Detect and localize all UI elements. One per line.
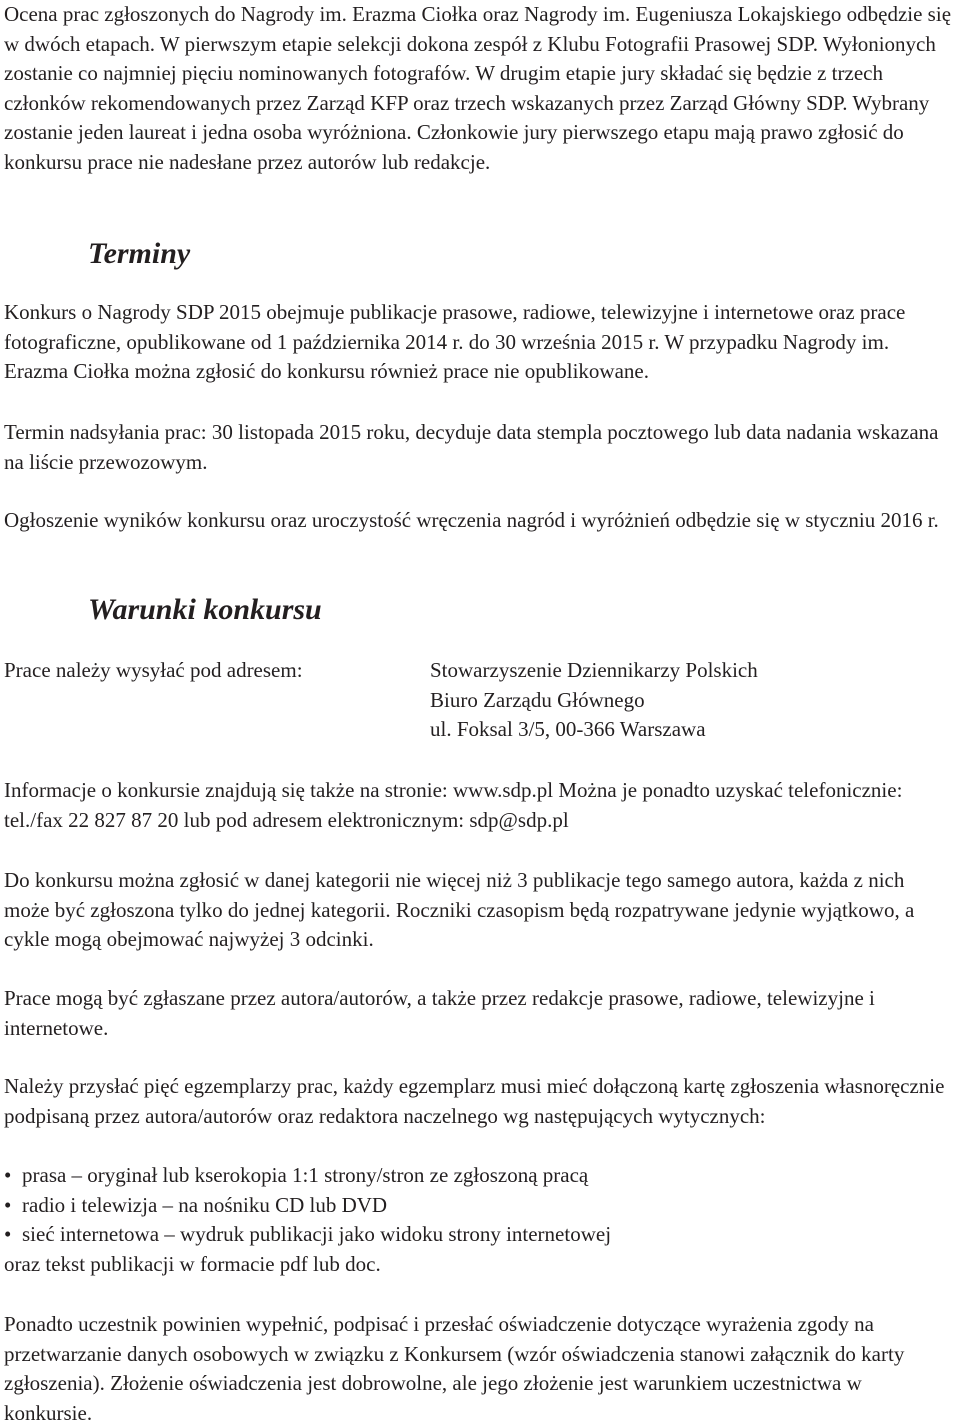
list-item bbox=[0, 1220, 950, 1250]
consent-paragraph: Ponadto uczestnik powinien wypełnić, podpisać i przesłać oświadczenie dotyczące wyrażenia zgody na przetwarzanie danych osobowych w związku z Konkursem (wzór oświadczenia stanowi załącznik do karty zgłoszenia). Złożenie oświadczenia jest dobrowolne, ale jego złożenie jest warunkiem uczestnictwa w konkursie. bbox=[4, 1312, 905, 1425]
list-item-text: prasa – oryginał lub kserokopia 1:1 strony/stron ze zgłoszoną pracą bbox=[22, 1163, 589, 1187]
bullet-icon: • bbox=[4, 1192, 12, 1217]
address-line: Stowarzyszenie Dziennikarzy Polskich bbox=[430, 658, 758, 682]
intro-paragraph: Ocena prac zgłoszonych do Nagrody im. Erazma Ciołka oraz Nagrody im. Eugeniusza Lokajskiego odbędzie się w dwóch etapach. W pierwszym etapie selekcji dokona zespół z Klubu Fotografii Prasowej SDP. Wyłonionych zostanie co najmniej pięciu nominowanych fotografów. W drugim etapie jury składać się będzie z trzech członków rekomendowanych przez Zarząd KFP oraz trzech wskazanych przez Zarząd Główny SDP. Wybrany zostanie jeden laureat i jedna osoba wyróżniona. Członkowie jury pierwszego etapu mają prawo zgłosić do konkursu prace nie nadesłane przez autorów lub redakcje. bbox=[4, 2, 952, 174]
bullet-icon: • bbox=[4, 1222, 12, 1246]
list-item-text: sieć internetowa – wydruk publikacji jako widoku strony internetowej bbox=[22, 1222, 612, 1246]
list-item bbox=[0, 1161, 950, 1191]
address-label: Prace należy wysyłać pod adresem: bbox=[4, 658, 303, 682]
list-item-text: radio i telewizja – na nośniku CD lub DVD bbox=[22, 1192, 388, 1217]
address-lines bbox=[430, 656, 758, 745]
list-item bbox=[0, 1191, 950, 1221]
list-tail-text: oraz tekst publikacji w formacie pdf lub doc. bbox=[4, 1251, 381, 1276]
address-line: Biuro Zarządu Głównego bbox=[430, 687, 645, 712]
terminy-scope-paragraph: Konkurs o Nagrody SDP 2015 obejmuje publikacje prasowe, radiowe, telewizyjne i internetowe oraz prace fotograficzne, opublikowane od 1 października 2014 r. do 30 września 2015 r. W przypadku Nagrody im. Erazma Ciołka można zgłosić do konkursu również prace nie opublikowane. bbox=[4, 300, 906, 383]
terminy-results-paragraph: Ogłoszenie wyników konkursu oraz uroczystość wręczenia nagród i wyróżnień odbędzie się w styczniu 2016 r. bbox=[4, 508, 939, 532]
address-line: ul. Foksal 3/5, 00-366 Warszawa bbox=[430, 717, 706, 741]
copies-paragraph: Należy przysłać pięć egzemplarzy prac, każdy egzemplarz musi mieć dołączoną kartę zgłoszenia własnoręcznie podpisaną przez autora/autorów oraz redaktora naczelnego wg następujących wytycznych: bbox=[4, 1074, 945, 1128]
warunki-heading: Warunki konkursu bbox=[88, 593, 322, 626]
terminy-deadline-paragraph: Termin nadsyłania prac: 30 listopada 2015 roku, decyduje data stempla pocztowego lub data nadania wskazana na liście przewozowym. bbox=[4, 420, 939, 474]
bullet-icon: • bbox=[4, 1163, 12, 1187]
info-paragraph: Informacje o konkursie znajdują się także na stronie: www.sdp.pl Można je ponadto uzyskać telefonicznie: tel./fax 22 827 87 20 lub pod adresem elektronicznym: sdp@sdp.pl bbox=[4, 778, 903, 832]
terminy-heading: Terminy bbox=[88, 237, 191, 270]
guidelines-list bbox=[0, 1161, 950, 1279]
limit-paragraph: Do konkursu można zgłosić w danej kategorii nie więcej niż 3 publikacje tego samego autora, każda z nich może być zgłoszona tylko do jednej kategorii. Roczniki czasopism będą rozpatrywane jedynie wyjątkowo, a cykle mogą obejmować najwyżej 3 odcinki. bbox=[4, 868, 915, 951]
submit-paragraph: Prace mogą być zgłaszane przez autora/autorów, a także przez redakcje prasowe, radiowe, telewizyjne i internetowe. bbox=[4, 986, 875, 1040]
